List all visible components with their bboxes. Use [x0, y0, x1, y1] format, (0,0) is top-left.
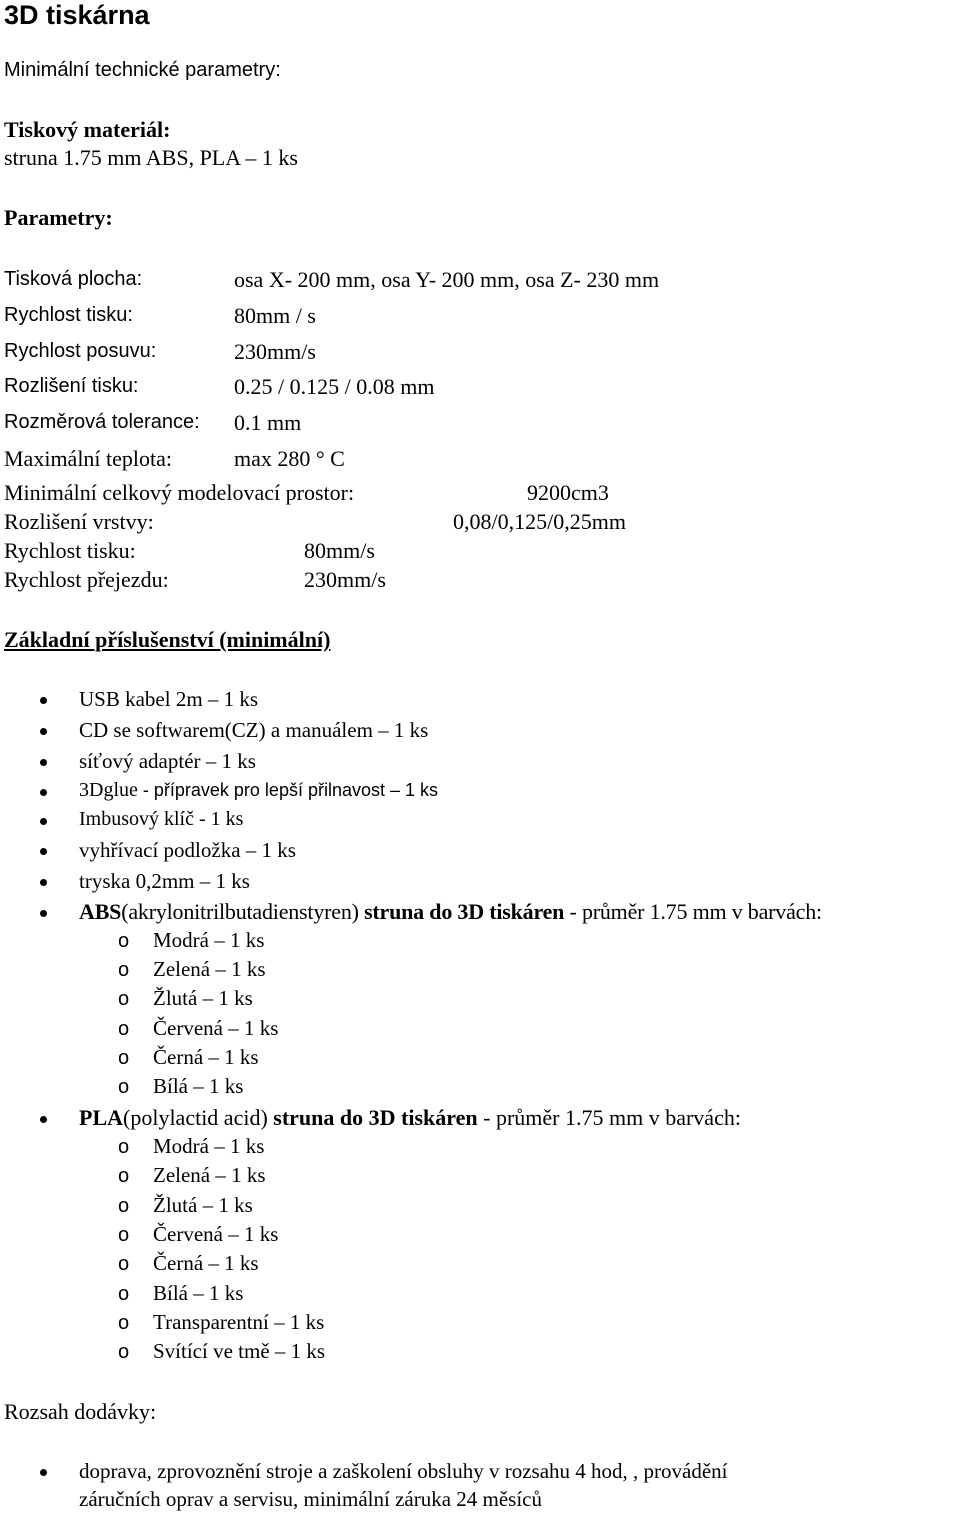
list-item: vyhřívací podložka – 1 ks: [79, 838, 296, 862]
list-item-pla: [79, 1105, 741, 1131]
param-value: 80mm/s: [304, 538, 375, 563]
glue-desc: - přípravek pro lepší přilnavost – 1 ks: [137, 780, 439, 800]
sub-marker: o: [118, 1341, 130, 1363]
abs-color-item: Bílá – 1 ks: [153, 1074, 244, 1098]
sub-marker: o: [118, 1283, 130, 1305]
bullet-icon: [40, 789, 47, 796]
pla-color-item: Zelená – 1 ks: [153, 1163, 266, 1187]
list-item-abs: [79, 899, 822, 925]
param-label: Maximální teplota:: [4, 446, 173, 471]
bullet-icon: [40, 848, 47, 855]
abs-rest: - průměr 1.75 mm v barvách:: [564, 899, 822, 924]
pla-desc: (polylactid acid): [123, 1105, 274, 1130]
param-value: 80mm / s: [234, 303, 316, 328]
param-label: Rozměrová tolerance:: [4, 411, 200, 433]
list-item: [79, 779, 438, 802]
pla-color-item: Černá – 1 ks: [153, 1251, 259, 1275]
pla-color-item: Transparentní – 1 ks: [153, 1310, 325, 1334]
bullet-icon: [40, 759, 47, 766]
glue-name: 3Dglue: [79, 779, 138, 801]
bullet-icon: [40, 910, 47, 917]
bullet-icon: [40, 879, 47, 886]
page-title: 3D tiskárna: [4, 0, 150, 30]
abs-color-item: Černá – 1 ks: [153, 1045, 259, 1069]
param-label: Rychlost posuvu:: [4, 340, 157, 362]
param-label: Rychlost tisku:: [4, 538, 136, 563]
sub-marker: o: [118, 1224, 130, 1246]
sub-marker: o: [118, 1165, 130, 1187]
list-item: USB kabel 2m – 1 ks: [79, 687, 259, 711]
param-label: Minimální celkový modelovací prostor:: [4, 480, 355, 505]
param-label: Tisková plocha:: [4, 268, 143, 290]
pla-color-item: Bílá – 1 ks: [153, 1281, 244, 1305]
accessories-heading: Základní příslušenství (minimální): [4, 627, 331, 652]
param-value: 0.1 mm: [234, 410, 302, 435]
sub-marker: o: [118, 1312, 130, 1334]
param-value: 0,08/0,125/0,25mm: [453, 509, 626, 534]
pla-color-item: Svítící ve tmě – 1 ks: [153, 1339, 326, 1363]
list-item: Imbusový klíč - 1 ks: [79, 808, 244, 830]
abs-color-item: Zelená – 1 ks: [153, 957, 266, 981]
abs-color-item: Žlutá – 1 ks: [153, 986, 253, 1010]
param-value: 0.25 / 0.125 / 0.08 mm: [234, 374, 435, 399]
list-item: síťový adaptér – 1 ks: [79, 749, 256, 773]
param-value: osa X- 200 mm, osa Y- 200 mm, osa Z- 230 mm: [234, 267, 660, 292]
bullet-icon: [40, 697, 47, 704]
param-value: max 280 ° C: [234, 446, 345, 471]
pla-color-item: Modrá – 1 ks: [153, 1134, 265, 1158]
list-item: CD se softwarem(CZ) a manuálem – 1 ks: [79, 718, 429, 742]
sub-marker: o: [118, 1047, 130, 1069]
sub-marker: o: [118, 988, 130, 1010]
delivery-heading: Rozsah dodávky:: [4, 1399, 157, 1424]
param-value: 9200cm3: [527, 480, 609, 505]
param-label: Rozlišení tisku:: [4, 375, 139, 397]
sub-marker: o: [118, 930, 130, 952]
param-label: Rychlost tisku:: [4, 304, 133, 326]
pla-rest: - průměr 1.75 mm v barvách:: [477, 1105, 741, 1130]
sub-marker: o: [118, 1136, 130, 1158]
abs-color-item: Červená – 1 ks: [153, 1016, 279, 1040]
sub-marker: o: [118, 959, 130, 981]
pla-name: PLA: [79, 1105, 123, 1130]
list-item: tryska 0,2mm – 1 ks: [79, 869, 250, 893]
pla-color-item: Žlutá – 1 ks: [153, 1193, 253, 1217]
params-heading: Parametry:: [4, 205, 113, 230]
bullet-icon: [40, 818, 47, 825]
delivery-line-1: doprava, zprovoznění stroje a zaškolení obsluhy v rozsahu 4 hod, , provádění: [79, 1459, 728, 1483]
subtitle: Minimální technické parametry:: [4, 59, 281, 81]
param-label: Rozlišení vrstvy:: [4, 509, 154, 534]
pla-strong: struna do 3D tiskáren: [273, 1105, 478, 1130]
abs-strong: struna do 3D tiskáren: [364, 899, 565, 924]
pla-color-item: Červená – 1 ks: [153, 1222, 279, 1246]
bullet-icon: [40, 728, 47, 735]
abs-color-item: Modrá – 1 ks: [153, 928, 265, 952]
param-value: 230mm/s: [304, 567, 386, 592]
abs-name: ABS: [79, 899, 122, 924]
bullet-icon: [40, 1116, 47, 1123]
sub-marker: o: [118, 1076, 130, 1098]
sub-marker: o: [118, 1018, 130, 1040]
sub-marker: o: [118, 1195, 130, 1217]
material-heading: Tiskový materiál:: [4, 117, 171, 142]
bullet-icon: [40, 1469, 47, 1476]
abs-desc: (akrylonitrilbutadienstyren): [121, 899, 365, 924]
param-value: 230mm/s: [234, 339, 316, 364]
material-value: struna 1.75 mm ABS, PLA – 1 ks: [4, 145, 298, 170]
param-label: Rychlost přejezdu:: [4, 567, 169, 592]
delivery-line-2: záručních oprav a servisu, minimální záruka 24 měsíců: [79, 1487, 543, 1511]
sub-marker: o: [118, 1253, 130, 1275]
